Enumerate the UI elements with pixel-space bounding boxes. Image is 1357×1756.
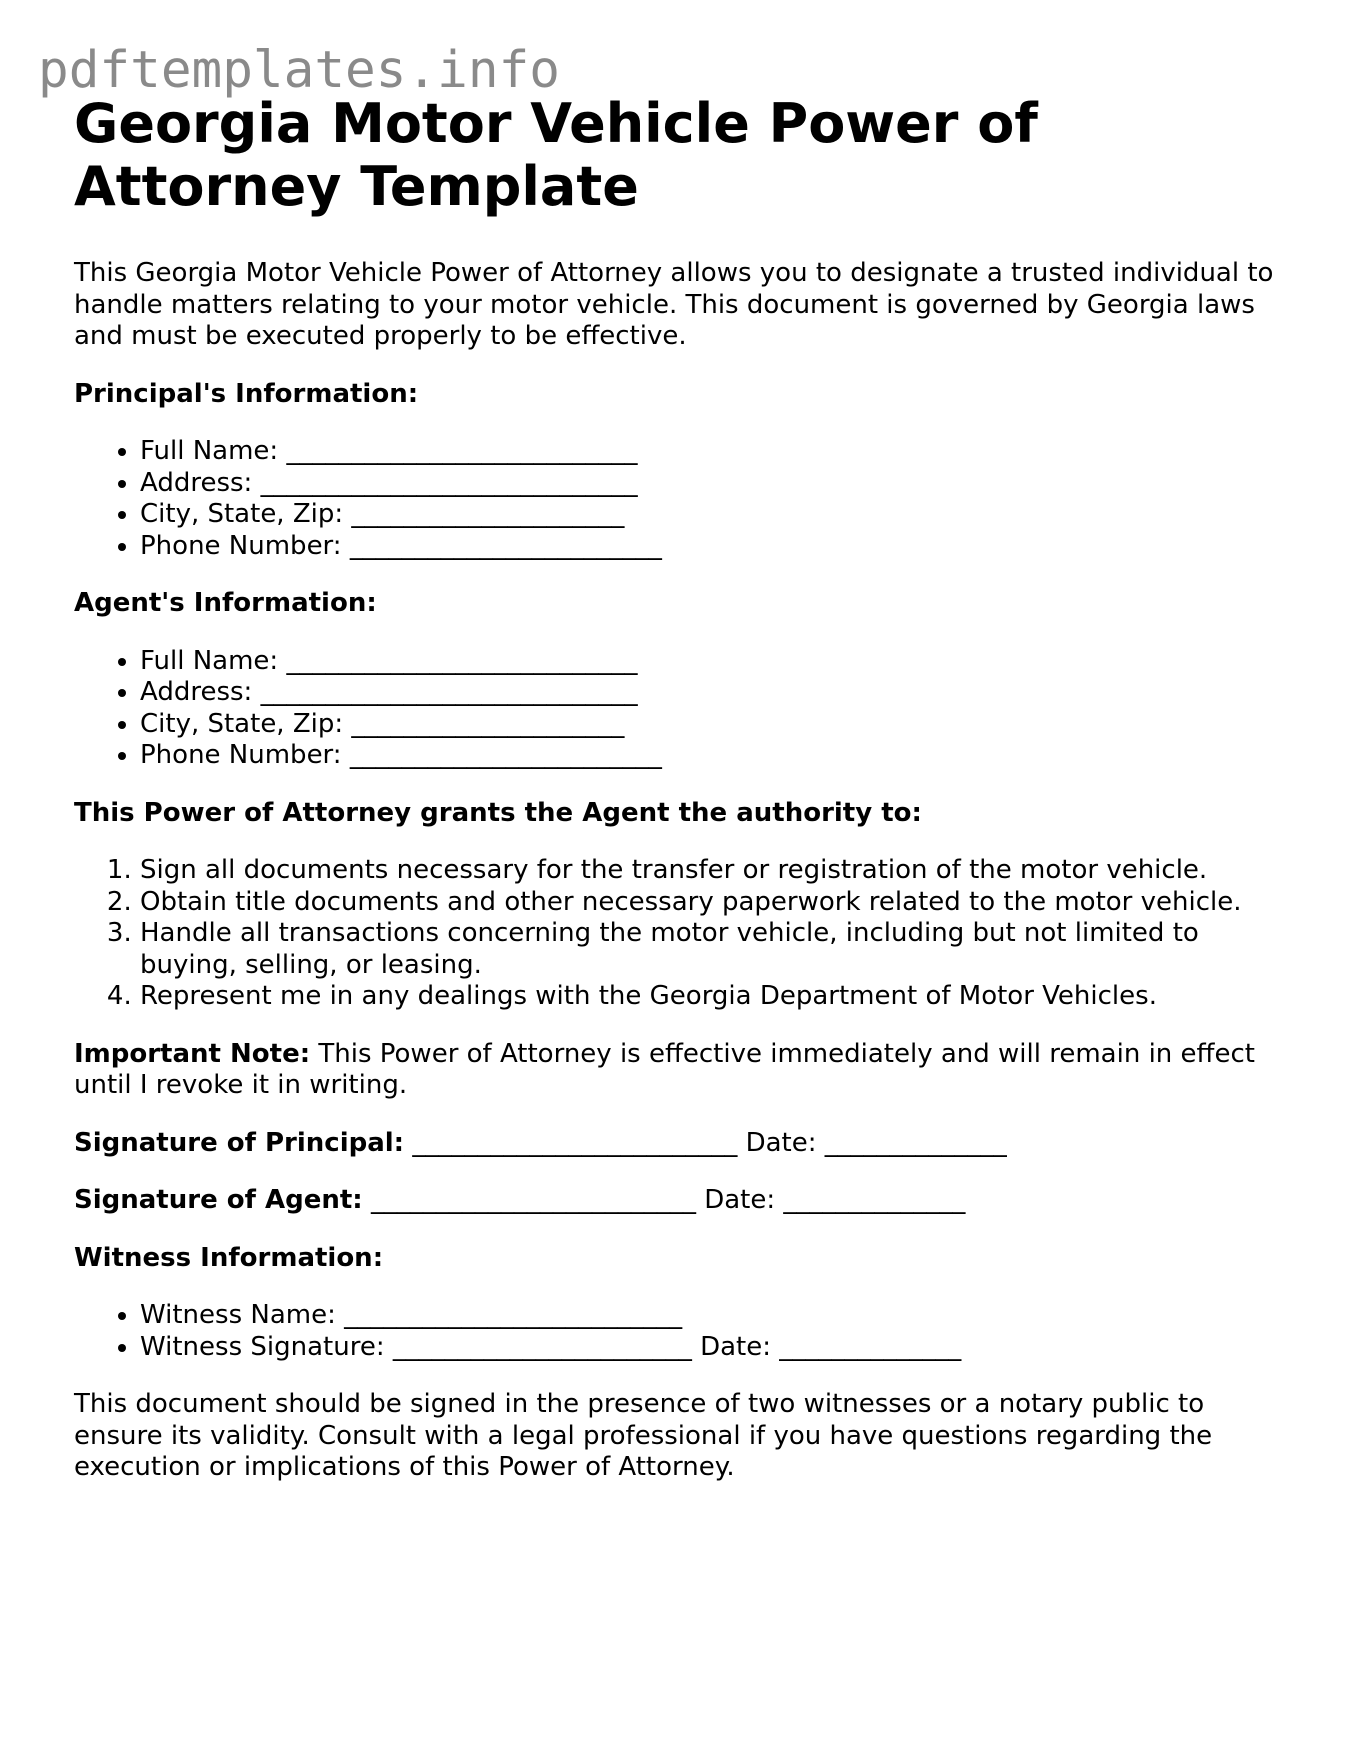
power-item: 3. Handle all transactions concerning the motor vehicle, including but not limited to buying, selling, or leasing. bbox=[140, 918, 1294, 981]
agent-signature-blank: _________________________ Date: ______________ bbox=[362, 1185, 966, 1215]
intro-paragraph: This Georgia Motor Vehicle Power of Attorney allows you to designate a trusted individual to handle matters relating to your motor vehicle. This document is governed by Georgia laws and must be executed properly to be effective. bbox=[74, 258, 1274, 351]
power-item: 4. Represent me in any dealings with the Georgia Department of Motor Vehicles. bbox=[140, 981, 1294, 1013]
agent-city-state-zip-field: • City, State, Zip: _____________________ bbox=[140, 709, 1294, 741]
agent-info-heading: Agent's Information: bbox=[74, 588, 377, 618]
principal-full-name-field: • Full Name: ___________________________ bbox=[140, 436, 1294, 468]
power-item: 1. Sign all documents necessary for the transfer or registration of the motor vehicle. bbox=[140, 855, 1294, 887]
closing-paragraph: This document should be signed in the presence of two witnesses or a notary public to ensure its validity. Consult with a legal professional if you have questions regarding the execution or implications of this Power of Attorney. bbox=[74, 1389, 1213, 1482]
principal-address-field: • Address: _____________________________ bbox=[140, 468, 1294, 500]
witness-signature-field: • Witness Signature: _______________________ Date: ______________ bbox=[140, 1332, 1294, 1364]
witness-name-field: • Witness Name: __________________________ bbox=[140, 1300, 1294, 1332]
principal-signature-label: Signature of Principal: bbox=[74, 1127, 405, 1158]
important-note bbox=[74, 1039, 1294, 1102]
principal-phone-field: • Phone Number: ________________________ bbox=[140, 531, 1294, 563]
witness-info-heading: Witness Information: bbox=[74, 1242, 384, 1273]
principal-signature-line bbox=[74, 1128, 1294, 1160]
powers-heading: This Power of Attorney grants the Agent the authority to: bbox=[74, 797, 922, 828]
powers-list bbox=[74, 855, 1294, 1013]
agent-full-name-field: • Full Name: ___________________________ bbox=[140, 646, 1294, 678]
agent-address-field: • Address: _____________________________ bbox=[140, 677, 1294, 709]
principal-info-list bbox=[74, 436, 1294, 562]
agent-phone-field: • Phone Number: ________________________ bbox=[140, 740, 1294, 772]
principal-signature-blank: _________________________ Date: ______________ bbox=[404, 1127, 1007, 1158]
agent-info-list bbox=[74, 646, 1294, 772]
watermark-text: pdftemplates.info bbox=[38, 41, 560, 100]
principal-city-state-zip-field: • City, State, Zip: _____________________ bbox=[140, 499, 1294, 531]
important-note-text: This Power of Attorney is effective immediately and will remain in effect until I revoke it in writing. bbox=[74, 1038, 1255, 1100]
document-title: Georgia Motor Vehicle Power of Attorney Template bbox=[74, 92, 1038, 218]
document-body bbox=[74, 92, 1294, 1484]
important-note-label: Important Note: bbox=[74, 1038, 311, 1069]
power-item: 2. Obtain title documents and other necessary paperwork related to the motor vehicle. bbox=[140, 887, 1294, 919]
witness-info-list bbox=[74, 1300, 1294, 1363]
agent-signature-label: Signature of Agent: bbox=[74, 1185, 363, 1215]
principal-info-heading: Principal's Information: bbox=[74, 378, 419, 409]
agent-signature-line bbox=[74, 1185, 1294, 1217]
